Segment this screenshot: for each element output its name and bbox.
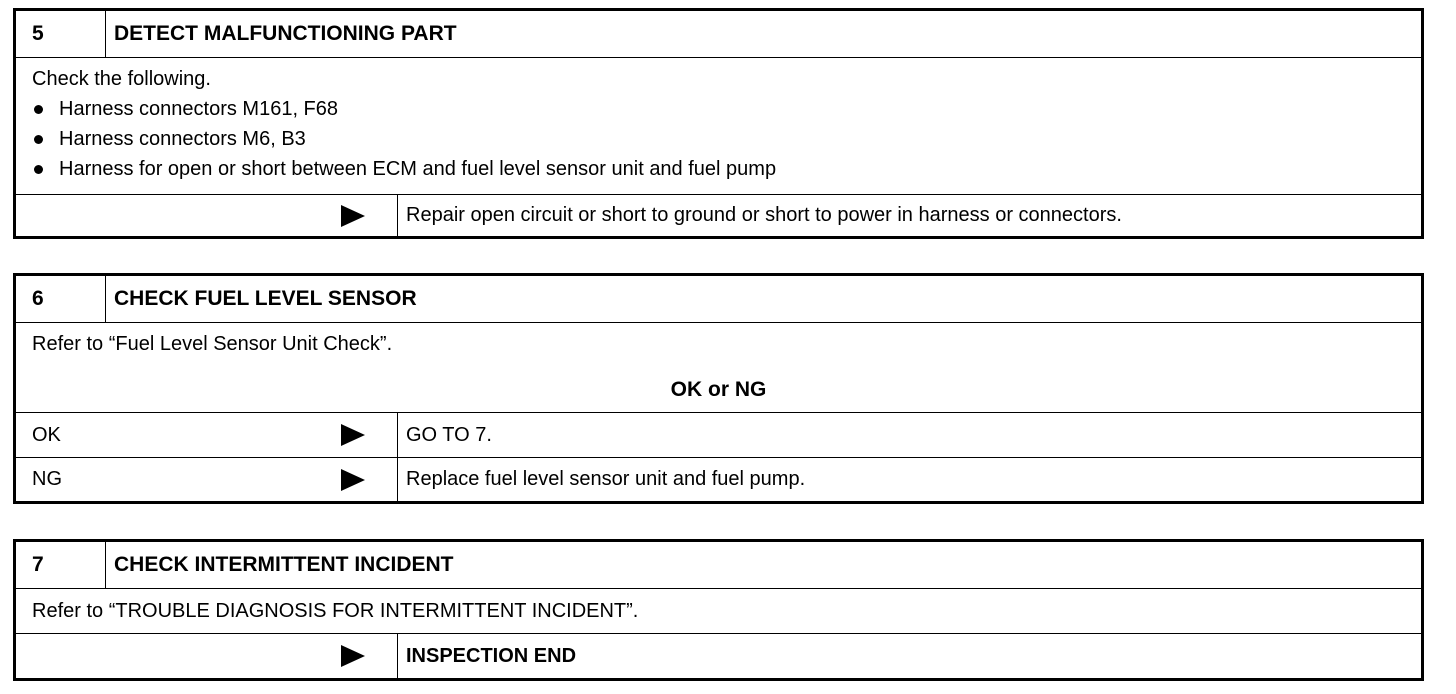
step-body xyxy=(16,589,654,633)
instruction-text: Refer to “Fuel Level Sensor Unit Check”. xyxy=(32,333,393,355)
list-item-text: Harness connectors M161, F68 xyxy=(59,98,339,120)
step-5-table xyxy=(13,8,1424,239)
condition-label: OK xyxy=(32,423,61,446)
step-5-outcome xyxy=(16,194,1421,236)
list-item-text: Harness for open or short between ECM and fuel level sensor unit and fuel pump xyxy=(59,158,777,180)
condition-cell xyxy=(16,195,398,236)
step-number: 7 xyxy=(16,542,106,588)
list-item xyxy=(32,124,776,154)
step-body xyxy=(16,323,1421,412)
list-item-text: Harness connectors M6, B3 xyxy=(59,128,306,150)
result-text: Replace fuel level sensor unit and fuel pump. xyxy=(406,468,806,490)
step-7-header xyxy=(16,542,1421,588)
step-6-header xyxy=(16,276,1421,322)
step-6-outcome-ng xyxy=(16,457,1421,501)
step-7-body xyxy=(16,588,1421,633)
right-triangle-arrow-icon xyxy=(341,424,365,446)
bullet-dot-icon xyxy=(34,105,43,114)
step-body xyxy=(16,58,792,194)
step-6-body xyxy=(16,322,1421,412)
step-6-outcome-ok xyxy=(16,412,1421,457)
step-7-table xyxy=(13,539,1424,681)
condition-label: NG xyxy=(32,468,62,490)
condition-cell xyxy=(16,634,398,678)
step-6-table xyxy=(13,273,1424,504)
instruction-text: Refer to “TROUBLE DIAGNOSIS FOR INTERMITTENT INCIDENT”. xyxy=(32,600,639,622)
result-text: Repair open circuit or short to ground or short to power in harness or connectors. xyxy=(406,204,1122,226)
condition-cell xyxy=(16,458,398,501)
judgement-label: OK or NG xyxy=(670,378,767,401)
list-item xyxy=(32,94,776,124)
step-title: CHECK INTERMITTENT INCIDENT xyxy=(114,553,454,576)
intro-text: Check the following. xyxy=(32,68,211,90)
step-5-body xyxy=(16,57,1421,194)
step-5-header xyxy=(16,11,1421,57)
right-triangle-arrow-icon xyxy=(341,205,365,227)
result-text: INSPECTION END xyxy=(406,644,577,667)
bullet-dot-icon xyxy=(34,135,43,144)
step-title: DETECT MALFUNCTIONING PART xyxy=(114,22,457,45)
step-7-outcome xyxy=(16,633,1421,678)
result-text: GO TO 7. xyxy=(406,423,492,446)
step-number: 5 xyxy=(16,11,106,57)
right-triangle-arrow-icon xyxy=(341,469,365,491)
step-number: 6 xyxy=(16,276,106,322)
list-item xyxy=(32,154,776,184)
condition-cell xyxy=(16,413,398,457)
bullet-dot-icon xyxy=(34,165,43,174)
step-title: CHECK FUEL LEVEL SENSOR xyxy=(114,287,417,310)
right-triangle-arrow-icon xyxy=(341,645,365,667)
